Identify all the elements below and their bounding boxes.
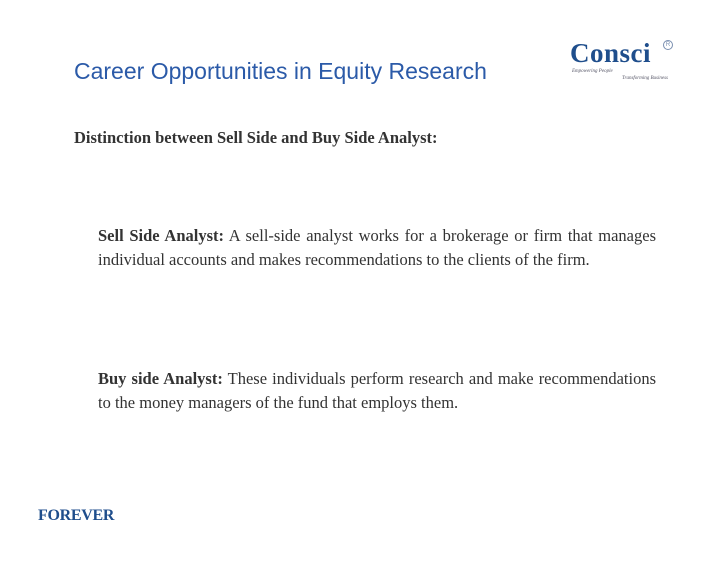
sell-side-term: Sell Side Analyst:: [98, 226, 225, 245]
slide-subtitle: Distinction between Sell Side and Buy Side Analyst:: [74, 128, 438, 147]
buy-side-paragraph: [98, 367, 656, 415]
logo-tagline-2: Transforming Business: [622, 76, 668, 81]
buy-side-term: Buy side Analyst:: [98, 369, 223, 388]
sell-side-description: A sell-side analyst works for a brokerage or firm that manages individual accounts and makes recommendations to the clients of the firm.: [98, 226, 657, 269]
logo-wordmark: Consci: [570, 38, 652, 68]
footer-brand: FOREVER: [38, 507, 115, 524]
logo-tagline-1: Empowering People: [572, 69, 613, 74]
registered-mark-icon: R: [663, 40, 673, 50]
consci-logo: [566, 38, 676, 88]
sell-side-paragraph: [98, 224, 656, 272]
slide-title: Career Opportunities in Equity Research: [74, 58, 487, 84]
buy-side-description: These individuals perform research and make recommendations to the money managers of the fund that employs them.: [98, 369, 656, 412]
